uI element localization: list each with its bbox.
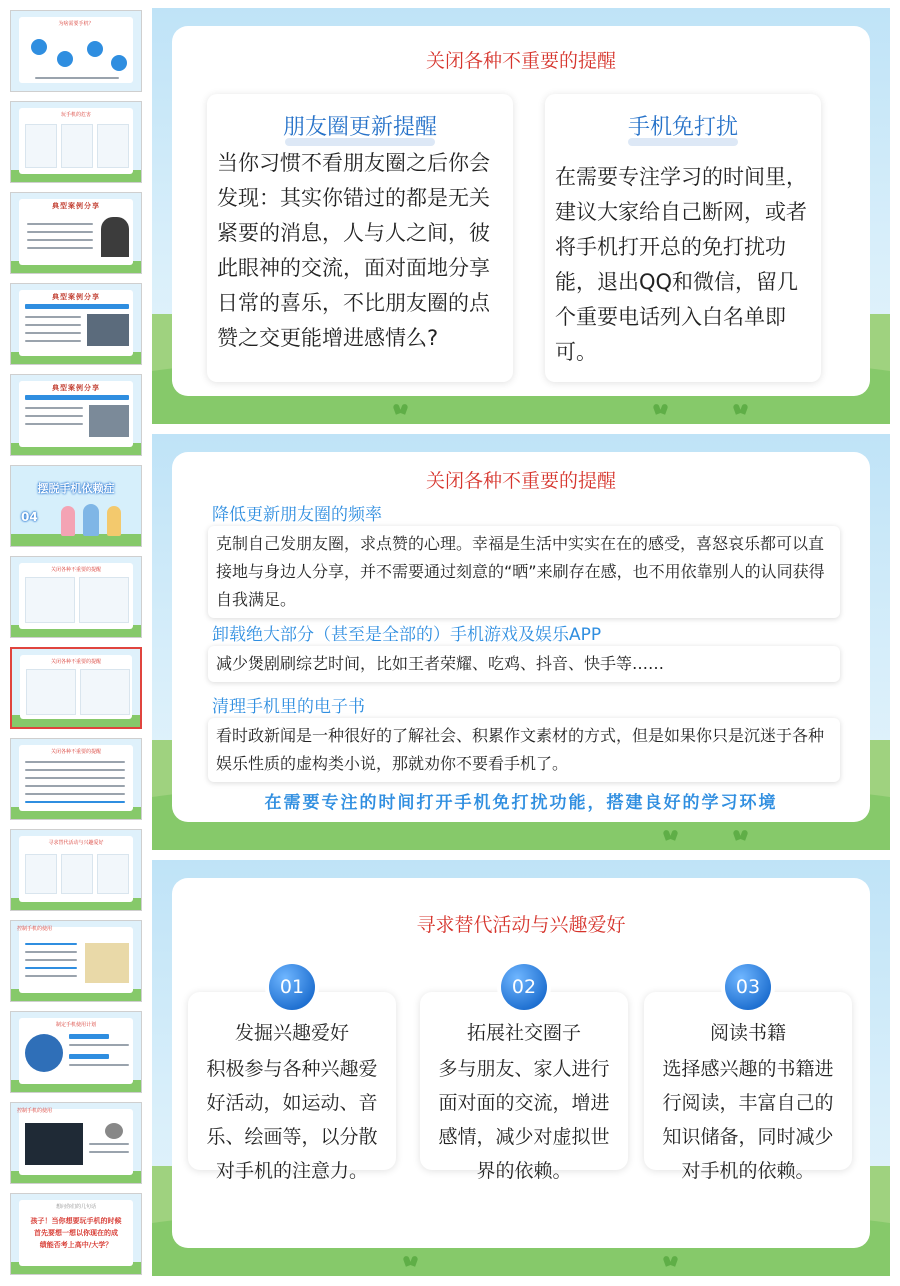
card-title: 手机免打扰: [627, 115, 738, 140]
thumb-banner: [25, 304, 129, 309]
card-title: 发掘兴趣爱好: [234, 1022, 349, 1044]
slide-thumbnail-4[interactable]: [10, 283, 142, 365]
activity-card-hobbies: [188, 992, 396, 1182]
thumb-box: [25, 577, 75, 623]
slide-title: 寻求替代活动与兴趣爱好: [416, 914, 626, 936]
section-number: 04: [21, 510, 38, 524]
thumb-title: 摆脱手机依赖症: [37, 482, 115, 495]
thumb-box: [61, 854, 93, 894]
slide-thumbnail-3[interactable]: [10, 192, 142, 274]
thumb-title: 典型案例分享: [52, 202, 100, 210]
thumb-title: 制定手机使用计划: [55, 1022, 96, 1028]
girl-figure-icon: [61, 506, 75, 536]
stat-bubble: [57, 51, 73, 67]
thumb-text-line: [27, 231, 93, 233]
step-number-badge: 02: [501, 964, 547, 1010]
slide-thumbnail-1[interactable]: [10, 10, 142, 92]
grass-tuft-icon: [662, 1256, 680, 1266]
student-image: [89, 405, 129, 437]
slide-title: 关闭各种不重要的提醒: [425, 470, 616, 492]
slide-thumbnail-panel: [0, 0, 150, 1286]
thumb-label: [69, 1054, 109, 1059]
stat-bubble: [111, 55, 127, 71]
section-body: 看时政新闻是一种很好的了解社会、积累作文素材的方式，但是如果你只是沉迷于各种娱乐性质的虚构类小说，那就劝你不要看手机了。: [208, 718, 840, 782]
slide-thumbnail-11[interactable]: [10, 920, 142, 1002]
thumb-title: 关闭各种不重要的提醒: [50, 659, 101, 665]
thumb-title: 控制手机的使用: [17, 1108, 53, 1114]
summary-text: 在需要专注的时间打开手机免打扰功能，搭建良好的学习环境: [264, 793, 778, 813]
slide-thumbnail-7[interactable]: [10, 556, 142, 638]
thumb-text-line: [89, 1143, 129, 1145]
section-heading: 降低更新朋友圈的频率: [212, 505, 382, 525]
thumb-grass: [11, 534, 141, 546]
thumb-label: [69, 1034, 109, 1039]
thumb-text-line: [25, 316, 81, 318]
grass-tuft-icon: [652, 404, 670, 414]
boy-figure-icon: [83, 504, 99, 536]
notification-card-dnd: [545, 94, 821, 382]
thumb-box: [79, 577, 129, 623]
thumb-title: 典型案例分享: [52, 384, 100, 392]
thumb-box: [80, 669, 130, 715]
thumb-box: [26, 669, 76, 715]
slide-1[interactable]: [152, 8, 890, 424]
thumb-box: [97, 124, 129, 168]
thumb-banner: [25, 395, 129, 400]
thumb-text-line: [25, 332, 81, 334]
slide-3[interactable]: [152, 860, 890, 1276]
slide-thumbnail-14[interactable]: [10, 1193, 142, 1275]
slide-thumbnail-6[interactable]: [10, 465, 142, 547]
slide-thumbnail-10[interactable]: [10, 829, 142, 911]
thumb-line: 孩子！当你想要玩手机的时候: [30, 1217, 122, 1225]
slide-thumbnail-8[interactable]: [10, 647, 142, 729]
activity-card-reading: [644, 992, 852, 1182]
thumb-title: 关闭各种不重要的提醒: [50, 567, 101, 573]
step-number-badge: 01: [269, 964, 315, 1010]
thumb-text-line: [25, 943, 77, 945]
thumb-text-line: [25, 423, 83, 425]
thumb-text-line: [25, 801, 125, 803]
stat-bubble: [87, 41, 103, 57]
slide-title: 关闭各种不重要的提醒: [425, 50, 616, 72]
card-title: 拓展社交圈子: [466, 1022, 581, 1044]
activity-card-social: [420, 992, 628, 1182]
notification-card-moments: [207, 94, 513, 382]
slide-thumbnail-9[interactable]: [10, 738, 142, 820]
section-body: 克制自己发朋友圈，求点赞的心理。幸福是生活中实实在在的感受，喜怒哀乐都可以直接地与身边人分享，并不需要通过刻意的“晒”来刷存在感，也不用依靠别人的认同获得自我满足。: [208, 526, 840, 618]
thumb-box: [25, 854, 57, 894]
slide-2[interactable]: [152, 434, 890, 850]
card-body: 当你习惯不看朋友圈之后你会发现：其实你错过的都是无关紧要的消息，人与人之间，彼此眼神的交流，面对面地分享日常的喜乐，不比朋友圈的点赞之交更能增进感情么?: [217, 151, 490, 350]
cartoon-image: [85, 943, 129, 983]
card-body: 多与朋友、家人进行面对面的交流，增进感情，减少对虚拟世界的依赖。: [438, 1058, 610, 1182]
thumb-box: [61, 124, 93, 168]
step-number-badge: 03: [725, 964, 771, 1010]
card-body: 在需要专注学习的时间里，建议大家给自己断网，或者将手机打开总的免打扰功能，退出QQ和微信，留几个重要电话列入白名单即可。: [555, 165, 807, 364]
thumb-text-line: [69, 1044, 129, 1046]
section-body: 减少煲剧刷综艺时间，比如王者荣耀、吃鸡、抖音、快手等……: [208, 646, 840, 682]
stat-bubble: [31, 39, 47, 55]
thumb-box: [25, 124, 57, 168]
thumb-text-line: [25, 793, 125, 795]
grass-tuft-icon: [732, 404, 750, 414]
thumb-text-line: [35, 77, 119, 79]
thumb-text-line: [25, 769, 125, 771]
grass-tuft-icon: [732, 830, 750, 840]
phone-image: [25, 1034, 63, 1072]
thumb-text-line: [25, 967, 77, 969]
thumb-text-line: [25, 777, 125, 779]
content-panel: [172, 26, 870, 396]
thumb-title: 想问你们的几句话: [55, 1204, 96, 1210]
thumb-text-line: [27, 239, 93, 241]
card-title: 阅读书籍: [709, 1022, 786, 1044]
thumb-title: 玩手机的危害: [60, 112, 91, 118]
thumb-text-line: [25, 407, 83, 409]
slide-thumbnail-12[interactable]: [10, 1011, 142, 1093]
section-heading: 卸载绝大部分（甚至是全部的）手机游戏及娱乐APP: [212, 625, 602, 645]
thumb-text-line: [25, 324, 81, 326]
grass-tuft-icon: [402, 1256, 420, 1266]
thumb-title: 为啥需要手机？: [58, 21, 94, 27]
thumb-text-line: [25, 761, 125, 763]
thumb-text-line: [25, 340, 81, 342]
thumb-title: 寻求替代活动与兴趣爱好: [48, 840, 104, 846]
girl-figure-icon: [107, 506, 121, 536]
thumb-title: 关闭各种不重要的提醒: [50, 749, 101, 755]
grass-tuft-icon: [662, 830, 680, 840]
thumb-text-line: [25, 959, 77, 961]
thumb-box: [97, 854, 129, 894]
thumb-text-line: [25, 415, 83, 417]
portrait-image: [105, 1123, 123, 1139]
thumb-text-line: [27, 223, 93, 225]
thumb-text-line: [25, 975, 77, 977]
grass-tuft-icon: [392, 404, 410, 414]
slide-thumbnail-2[interactable]: [10, 101, 142, 183]
card-body: 选择感兴趣的书籍进行阅读，丰富自己的知识储备，同时减少对手机的依赖。: [662, 1058, 834, 1182]
thumb-text-line: [27, 247, 93, 249]
portrait-image: [101, 217, 129, 257]
thumb-line: 首先要想一想以你现在的成: [34, 1229, 118, 1237]
thumb-text-line: [25, 785, 125, 787]
thumb-line: 绩能否考上高中/大学？: [39, 1241, 113, 1249]
thumb-title: 典型案例分享: [52, 293, 100, 301]
classroom-image: [87, 314, 129, 346]
slide-thumbnail-5[interactable]: [10, 374, 142, 456]
card-body: 积极参与各种兴趣爱好活动，如运动、音乐、绘画等，以分散对手机的注意力。: [206, 1058, 378, 1182]
thumb-text-line: [25, 951, 77, 953]
thumb-text-line: [89, 1151, 129, 1153]
dark-room-image: [25, 1123, 83, 1165]
thumb-title: 控制手机的使用: [17, 926, 53, 932]
card-title: 朋友圈更新提醒: [282, 115, 437, 140]
slide-thumbnail-13[interactable]: [10, 1102, 142, 1184]
section-heading: 清理手机里的电子书: [212, 697, 365, 717]
thumb-text-line: [69, 1064, 129, 1066]
